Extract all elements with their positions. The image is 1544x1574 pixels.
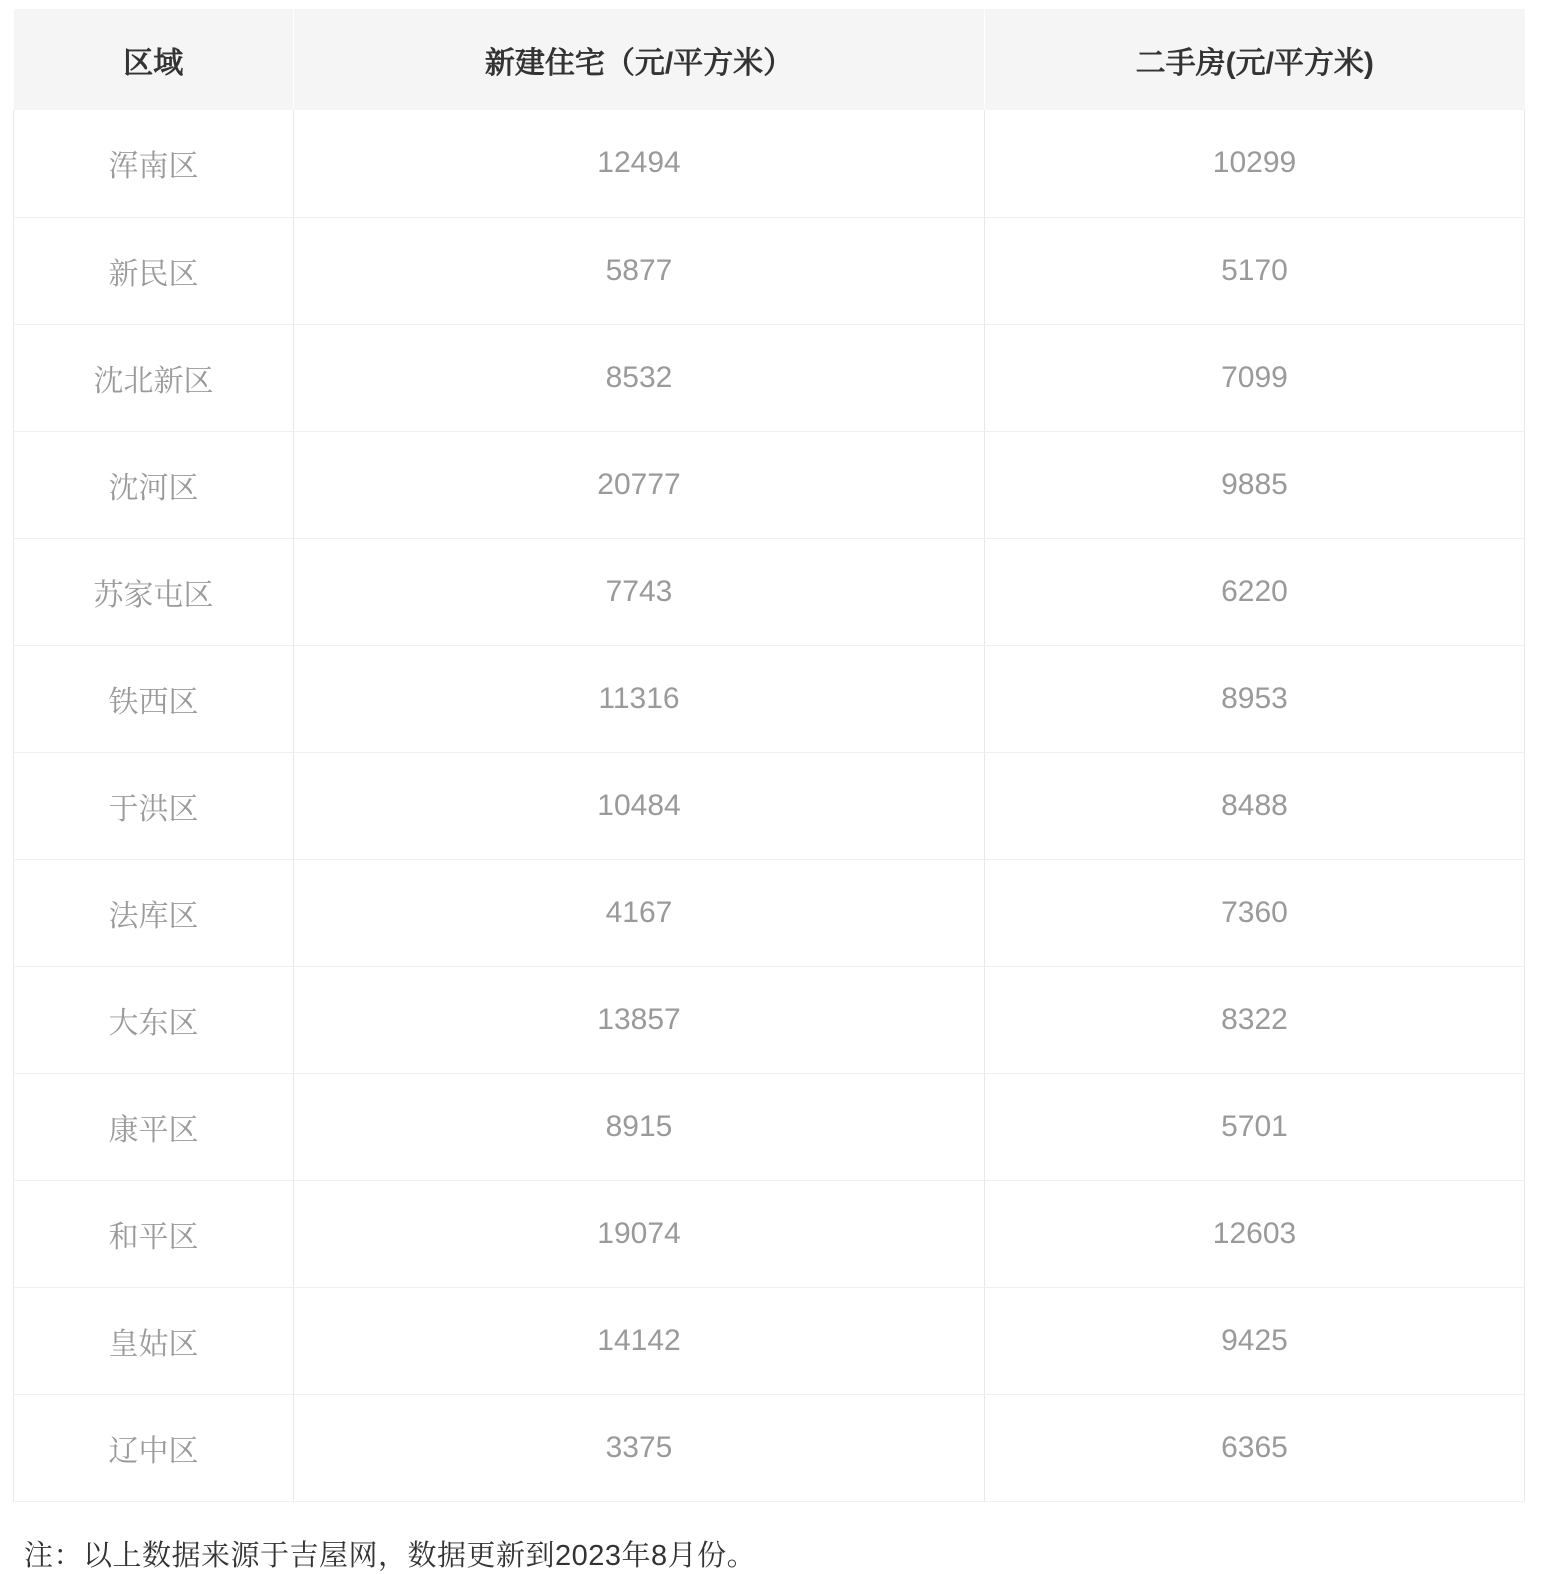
district-cell: 沈河区: [14, 431, 294, 538]
new-housing-price-cell: 12494: [294, 110, 985, 217]
new-housing-price-cell: 3375: [294, 1394, 985, 1501]
table-row: [14, 324, 1525, 431]
new-housing-price-cell: 8915: [294, 1073, 985, 1180]
new-housing-price-cell: 8532: [294, 324, 985, 431]
district-cell: 于洪区: [14, 752, 294, 859]
district-cell: 和平区: [14, 1180, 294, 1287]
district-cell: 皇姑区: [14, 1287, 294, 1394]
district-cell: 大东区: [14, 966, 294, 1073]
new-housing-price-cell: 14142: [294, 1287, 985, 1394]
table-header-row: [14, 9, 1525, 110]
new-housing-price-cell: 19074: [294, 1180, 985, 1287]
district-cell: 新民区: [14, 217, 294, 324]
table-body: [14, 110, 1525, 1501]
secondhand-price-cell: 5170: [985, 217, 1525, 324]
secondhand-price-cell: 8488: [985, 752, 1525, 859]
table-row: [14, 1180, 1525, 1287]
data-source-note: 注：以上数据来源于吉屋网，数据更新到2023年8月份。: [24, 1539, 757, 1572]
table-head: [14, 9, 1525, 110]
secondhand-price-cell: 8322: [985, 966, 1525, 1073]
district-cell: 法库区: [14, 859, 294, 966]
secondhand-price-cell: 8953: [985, 645, 1525, 752]
column-header-district: 区域: [14, 9, 294, 110]
new-housing-price-cell: 5877: [294, 217, 985, 324]
table-row: [14, 1394, 1525, 1501]
secondhand-price-cell: 7099: [985, 324, 1525, 431]
new-housing-price-cell: 11316: [294, 645, 985, 752]
district-cell: 浑南区: [14, 110, 294, 217]
district-cell: 康平区: [14, 1073, 294, 1180]
district-cell: 苏家屯区: [14, 538, 294, 645]
secondhand-price-cell: 9885: [985, 431, 1525, 538]
column-header-new-housing-price: 新建住宅（元/平方米）: [294, 9, 985, 110]
district-cell: 辽中区: [14, 1394, 294, 1501]
new-housing-price-cell: 7743: [294, 538, 985, 645]
table-row: [14, 1287, 1525, 1394]
table-row: [14, 752, 1525, 859]
table-row: [14, 217, 1525, 324]
secondhand-price-cell: 7360: [985, 859, 1525, 966]
table-row: [14, 1073, 1525, 1180]
housing-price-table: [13, 9, 1525, 1502]
table-row: [14, 966, 1525, 1073]
table-row: [14, 538, 1525, 645]
column-header-secondhand-housing-price: 二手房(元/平方米): [985, 9, 1525, 110]
district-cell: 沈北新区: [14, 324, 294, 431]
table-row: [14, 645, 1525, 752]
secondhand-price-cell: 10299: [985, 110, 1525, 217]
secondhand-price-cell: 9425: [985, 1287, 1525, 1394]
table-row: [14, 859, 1525, 966]
new-housing-price-cell: 13857: [294, 966, 985, 1073]
new-housing-price-cell: 20777: [294, 431, 985, 538]
secondhand-price-cell: 6220: [985, 538, 1525, 645]
table-row: [14, 431, 1525, 538]
table-row: [14, 110, 1525, 217]
secondhand-price-cell: 6365: [985, 1394, 1525, 1501]
district-cell: 铁西区: [14, 645, 294, 752]
secondhand-price-cell: 12603: [985, 1180, 1525, 1287]
new-housing-price-cell: 4167: [294, 859, 985, 966]
secondhand-price-cell: 5701: [985, 1073, 1525, 1180]
new-housing-price-cell: 10484: [294, 752, 985, 859]
